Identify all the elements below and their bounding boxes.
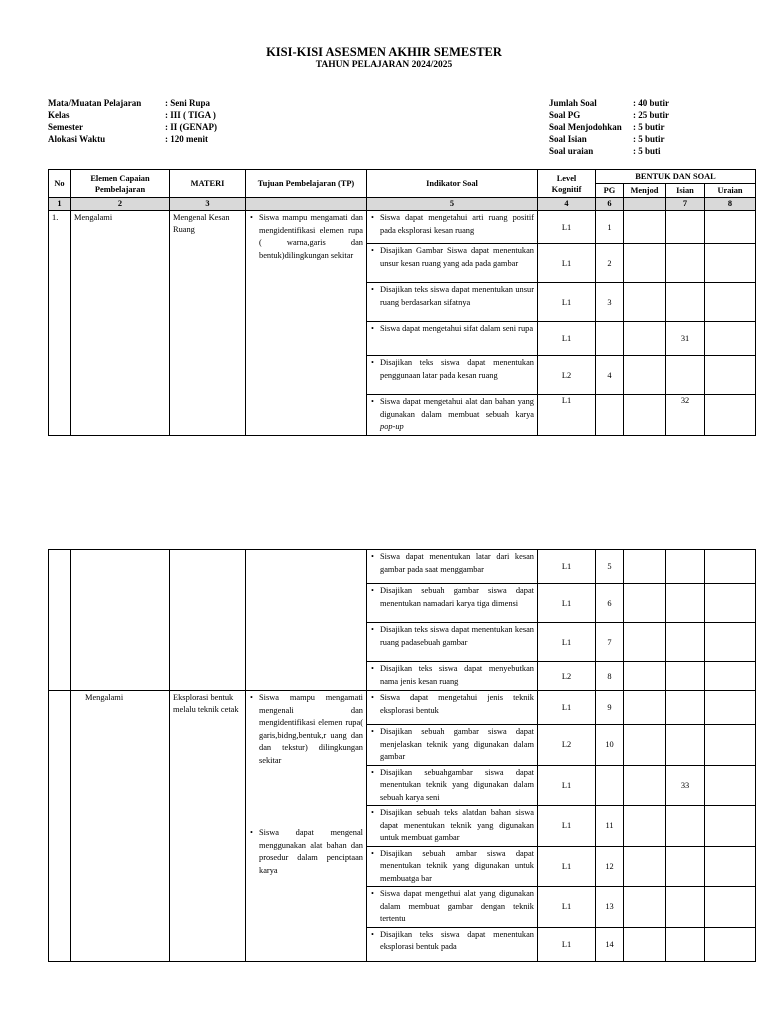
info-value: : 120 menit xyxy=(165,134,208,144)
header-no: No xyxy=(49,170,71,198)
level-cell: L1 xyxy=(538,806,596,847)
indikator-text: • Disajikan sebuah gambar siswa dapat menentukan namadari karya tiga dimensi xyxy=(370,585,534,610)
column-number: 2 xyxy=(71,198,170,211)
level-cell: L1 xyxy=(538,887,596,928)
pg-cell: 4 xyxy=(596,356,624,395)
menjod-cell xyxy=(624,725,666,766)
pg-cell: 10 xyxy=(596,725,624,766)
subject-info xyxy=(48,97,217,145)
isian-cell xyxy=(666,244,705,283)
info-label: Mata/Muatan Pelajaran xyxy=(48,98,142,108)
column-number: 5 xyxy=(367,198,538,211)
pg-cell: 7 xyxy=(596,623,624,662)
pg-cell: 11 xyxy=(596,806,624,847)
isian-cell xyxy=(666,550,705,584)
pg-cell: 1 xyxy=(596,211,624,244)
pg-cell: 9 xyxy=(596,691,624,725)
header-bentuk: BENTUK DAN SOAL xyxy=(596,170,756,184)
uraian-cell xyxy=(705,211,756,244)
pg-cell: 8 xyxy=(596,662,624,691)
menjod-cell xyxy=(624,691,666,725)
table-row xyxy=(49,691,756,725)
uraian-cell xyxy=(705,623,756,662)
menjod-cell xyxy=(624,846,666,887)
isian-cell xyxy=(666,806,705,847)
menjod-cell xyxy=(624,395,666,436)
level-cell: L1 xyxy=(538,584,596,623)
indikator-cell xyxy=(367,662,538,691)
header-menjod: Menjod xyxy=(624,184,666,198)
menjod-cell xyxy=(624,806,666,847)
level-cell: L1 xyxy=(538,283,596,322)
info-value: : 40 butir xyxy=(633,98,669,108)
indikator-text-main: Siswa dapat mengetahui alat dan bahan yang digunakan dalam membuat sebuah karya xyxy=(380,397,534,419)
uraian-cell xyxy=(705,806,756,847)
level-cell: L2 xyxy=(538,356,596,395)
indikator-text: • Disajikan sebuahgambar siswa dapat menentukan teknik yang digunakan dalam sebuah karya seni xyxy=(370,767,534,805)
level-cell: L2 xyxy=(538,662,596,691)
isian-cell xyxy=(666,887,705,928)
row-number: 1. xyxy=(49,211,71,436)
indikator-text: • Siswa dapat mengetahui sifat dalam seni rupa xyxy=(370,323,534,336)
level-cell: L1 xyxy=(538,244,596,283)
indikator-text: • Disajikan teks siswa dapat menentukan penggunaan latar pada kesan ruang xyxy=(370,357,534,382)
pg-cell: 3 xyxy=(596,283,624,322)
header-level: Level Kognitif xyxy=(538,170,596,198)
isian-cell: 31 xyxy=(666,322,705,356)
header-uraian: Uraian xyxy=(705,184,756,198)
indikator-cell xyxy=(367,806,538,847)
indikator-text: • Siswa dapat menentukan latar dari kesan gambar pada saat menggambar xyxy=(370,551,534,576)
menjod-cell xyxy=(624,283,666,322)
indikator-text: • Siswa dapat mengetahui arti ruang positif pada eksplorasi kesan ruang xyxy=(370,212,534,237)
pg-cell: 5 xyxy=(596,550,624,584)
uraian-cell xyxy=(705,691,756,725)
column-number xyxy=(624,198,666,211)
isian-cell xyxy=(666,211,705,244)
indikator-cell xyxy=(367,623,538,662)
indikator-cell xyxy=(367,244,538,283)
info-row-essay xyxy=(549,145,669,157)
info-value: : 5 buti xyxy=(633,146,661,156)
tp-cell xyxy=(246,691,367,962)
menjod-cell xyxy=(624,550,666,584)
uraian-cell xyxy=(705,550,756,584)
info-row-total xyxy=(549,97,669,109)
uraian-cell xyxy=(705,927,756,961)
info-label: Alokasi Waktu xyxy=(48,134,106,144)
isian-cell xyxy=(666,725,705,766)
indikator-text: • Disajikan sebuah gambar siswa dapat menjelaskan teknik yang digunakan dalam gambar xyxy=(370,726,534,764)
kisi-table-page-2 xyxy=(48,549,756,962)
uraian-cell xyxy=(705,584,756,623)
menjod-cell xyxy=(624,584,666,623)
materi-cell xyxy=(170,550,246,691)
menjod-cell xyxy=(624,927,666,961)
indikator-text: • Disajikan Gambar Siswa dapat menentukan unsur kesan ruang yang ada pada gambar xyxy=(370,245,534,270)
info-label: Soal uraian xyxy=(549,146,594,156)
uraian-cell xyxy=(705,887,756,928)
indikator-cell xyxy=(367,550,538,584)
indikator-cell xyxy=(367,211,538,244)
materi-cell: Eksplorasi bentuk melalu teknik cetak xyxy=(170,691,246,962)
column-number xyxy=(246,198,367,211)
info-row-fill xyxy=(549,133,669,145)
column-number: 8 xyxy=(705,198,756,211)
header-pg: PG xyxy=(596,184,624,198)
menjod-cell xyxy=(624,211,666,244)
indikator-cell xyxy=(367,584,538,623)
indikator-text: • Disajikan teks siswa dapat menentukan unsur ruang berdasarkan sifatnya xyxy=(370,284,534,309)
tp-text: • Siswa dapat mengenal menggunakan alat bahan dan prosedur dalam penciptaan karya xyxy=(249,827,363,877)
indikator-cell xyxy=(367,283,538,322)
menjod-cell xyxy=(624,322,666,356)
uraian-cell xyxy=(705,244,756,283)
uraian-cell xyxy=(705,322,756,356)
isian-cell xyxy=(666,927,705,961)
indikator-text: • Disajikan teks siswa dapat menentukan eksplorasi bentuk pada xyxy=(370,929,534,954)
elemen-cell: Mengalami xyxy=(71,211,170,436)
info-value: : 5 butir xyxy=(633,134,665,144)
isian-cell xyxy=(666,623,705,662)
tp-cell xyxy=(246,550,367,691)
pg-cell xyxy=(596,322,624,356)
indikator-cell xyxy=(367,765,538,806)
info-label: Jumlah Soal xyxy=(549,98,597,108)
pg-cell xyxy=(596,765,624,806)
kisi-table-page-1 xyxy=(48,169,756,436)
menjod-cell xyxy=(624,356,666,395)
materi-cell: Mengenal Kesan Ruang xyxy=(170,211,246,436)
info-value: : III ( TIGA ) xyxy=(165,110,216,120)
info-value: : 5 butir xyxy=(633,122,665,132)
column-number-row xyxy=(49,198,756,211)
uraian-cell xyxy=(705,725,756,766)
isian-cell: 33 xyxy=(666,765,705,806)
question-count-info xyxy=(549,97,669,157)
info-row-class xyxy=(48,109,217,121)
indikator-text: • Siswa dapat mengethui alat yang digunakan dalam membuat gambar dengan teknik tertentu xyxy=(370,888,534,926)
pg-cell: 14 xyxy=(596,927,624,961)
info-label: Soal Isian xyxy=(549,134,587,144)
column-number: 4 xyxy=(538,198,596,211)
indikator-text: • Disajikan sebuah teks alatdan bahan siswa dapat menentukan teknik yang digunakan untuk membuat gambar xyxy=(370,807,534,845)
info-row-subject xyxy=(48,97,217,109)
level-cell: L1 xyxy=(538,322,596,356)
info-value: : Seni Rupa xyxy=(165,98,211,108)
menjod-cell xyxy=(624,765,666,806)
elemen-cell xyxy=(71,550,170,691)
uraian-cell xyxy=(705,662,756,691)
header-tp: Tujuan Pembelajaran (TP) xyxy=(246,170,367,198)
uraian-cell xyxy=(705,765,756,806)
indikator-text: • Disajikan teks siswa dapat menentukan kesan ruang padasebuah gambar xyxy=(370,624,534,649)
column-number: 6 xyxy=(596,198,624,211)
pg-cell: 2 xyxy=(596,244,624,283)
tp-text: • Siswa mampu mengamati mengenali dan mengidentifikasi elemen rupa( garis,bidng,bentuk,r uang dan dan tekstur) dilingkungan sekitar xyxy=(249,692,363,767)
level-cell: L1 xyxy=(538,623,596,662)
indikator-cell xyxy=(367,887,538,928)
info-row-semester xyxy=(48,121,217,133)
info-label: Soal PG xyxy=(549,110,581,120)
header-materi: MATERI xyxy=(170,170,246,198)
indikator-text: • Disajikan sebuah ambar siswa dapat menentukan teknik yang digunakan untuk membuatga bar xyxy=(370,848,534,886)
info-row-time xyxy=(48,133,217,145)
table-row xyxy=(49,211,756,244)
menjod-cell xyxy=(624,623,666,662)
indikator-cell xyxy=(367,395,538,436)
uraian-cell xyxy=(705,283,756,322)
isian-cell xyxy=(666,691,705,725)
pg-cell: 6 xyxy=(596,584,624,623)
indikator-text xyxy=(370,396,534,434)
header-indikator: Indikator Soal xyxy=(367,170,538,198)
table-row xyxy=(49,550,756,584)
menjod-cell xyxy=(624,662,666,691)
pg-cell: 12 xyxy=(596,846,624,887)
document-subtitle: TAHUN PELAJARAN 2024/2025 xyxy=(315,60,453,70)
level-cell: L1 xyxy=(538,691,596,725)
indikator-text-italic: pop-up xyxy=(380,422,404,431)
info-row-pg xyxy=(549,109,669,121)
header-isian: Isian xyxy=(666,184,705,198)
pg-cell: 13 xyxy=(596,887,624,928)
row-number xyxy=(49,691,71,962)
level-cell: L1 xyxy=(538,211,596,244)
uraian-cell xyxy=(705,395,756,436)
column-number: 3 xyxy=(170,198,246,211)
uraian-cell xyxy=(705,846,756,887)
indikator-cell xyxy=(367,725,538,766)
tp-text: • Siswa mampu mengamati dan mengidentifikasi elemen rupa ( warna,garis dan bentuk)dilingkungan sekitar xyxy=(249,212,363,262)
level-cell: L2 xyxy=(538,725,596,766)
info-value: : II (GENAP) xyxy=(165,122,217,132)
uraian-cell xyxy=(705,356,756,395)
isian-cell xyxy=(666,662,705,691)
level-cell: L1 xyxy=(538,846,596,887)
info-label: Semester xyxy=(48,122,83,132)
menjod-cell xyxy=(624,887,666,928)
indikator-cell xyxy=(367,322,538,356)
indikator-cell xyxy=(367,846,538,887)
document-title: KISI-KISI ASESMEN AKHIR SEMESTER xyxy=(266,45,502,59)
isian-cell xyxy=(666,584,705,623)
info-label: Kelas xyxy=(48,110,70,120)
isian-cell: 32 xyxy=(666,395,705,436)
info-row-matching xyxy=(549,121,669,133)
info-value: : 25 butir xyxy=(633,110,669,120)
indikator-cell xyxy=(367,356,538,395)
isian-cell xyxy=(666,846,705,887)
menjod-cell xyxy=(624,244,666,283)
isian-cell xyxy=(666,283,705,322)
level-cell: L1 xyxy=(538,927,596,961)
level-cell: L1 xyxy=(538,550,596,584)
isian-cell xyxy=(666,356,705,395)
indikator-text: • Siswa dapat mengetahui jenis teknik eksplorasi bentuk xyxy=(370,692,534,717)
column-number: 7 xyxy=(666,198,705,211)
row-number xyxy=(49,550,71,691)
level-cell: L1 xyxy=(538,395,596,436)
elemen-cell: Mengalami xyxy=(71,691,170,962)
header-elemen: Elemen Capaian Pembelajaran xyxy=(71,170,170,198)
tp-cell xyxy=(246,211,367,436)
indikator-cell xyxy=(367,691,538,725)
column-number: 1 xyxy=(49,198,71,211)
level-cell: L1 xyxy=(538,765,596,806)
info-label: Soal Menjodohkan xyxy=(549,122,622,132)
indikator-cell xyxy=(367,927,538,961)
pg-cell xyxy=(596,395,624,436)
indikator-text: • Disajikan teks siswa dapat menyebutkan nama jenis kesan ruang xyxy=(370,663,534,688)
